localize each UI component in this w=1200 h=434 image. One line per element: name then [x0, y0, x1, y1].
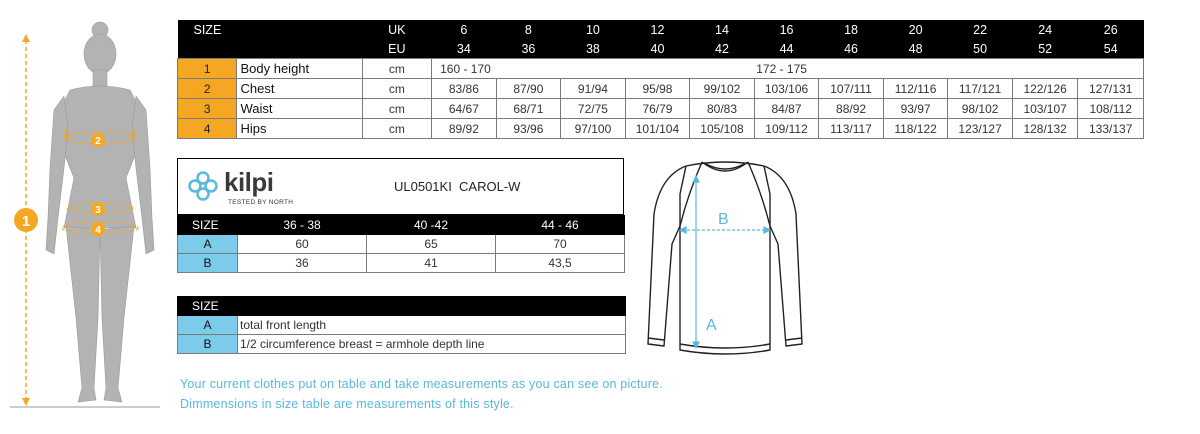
note-line-1: Your current clothes put on table and take measurements as you can see on picture.	[180, 377, 663, 391]
cell-value: 98/102	[948, 99, 1013, 119]
brand-name: kilpi	[224, 167, 274, 197]
cell-value: 109/112	[754, 119, 819, 139]
table-row	[178, 316, 626, 335]
eu-size: 50	[948, 39, 1013, 59]
cell-value: 65	[367, 235, 496, 254]
diagram-label-b: B	[718, 211, 729, 228]
size-label: SIZE	[178, 216, 238, 235]
row-label: A	[178, 316, 238, 335]
cell-value: 84/87	[754, 99, 819, 119]
cell-value: 95/98	[625, 79, 690, 99]
cell-value: 101/104	[625, 119, 690, 139]
marker-3: 3	[95, 205, 101, 216]
cell-value: 70	[496, 235, 625, 254]
uk-size: 6	[432, 20, 497, 39]
note-line-2: Dimmensions in size table are measurements of this style.	[180, 397, 514, 411]
cell-value: 108/112	[1078, 99, 1144, 119]
cell-value: 133/137	[1078, 119, 1144, 139]
table-row	[178, 119, 1144, 139]
row-unit: cm	[362, 59, 432, 79]
size-table	[177, 20, 1144, 139]
cell-value: 41	[367, 254, 496, 273]
eu-size-row	[178, 39, 1144, 59]
brand-tagline: TESTED BY NORTH	[228, 199, 294, 206]
uk-size: 26	[1078, 20, 1144, 39]
cell-value: 80/83	[690, 99, 755, 119]
cell-value: 99/102	[690, 79, 755, 99]
eu-size: 46	[819, 39, 884, 59]
table-header-row	[178, 216, 625, 235]
eu-size: 48	[883, 39, 948, 59]
table-row	[178, 254, 625, 273]
uk-size: 14	[690, 20, 755, 39]
eu-size: 52	[1012, 39, 1078, 59]
eu-size: 42	[690, 39, 755, 59]
cell-value: 64/67	[432, 99, 497, 119]
row-number: 2	[178, 79, 237, 99]
row-unit: cm	[362, 99, 432, 119]
cell-value: 117/121	[948, 79, 1013, 99]
row-name: Hips	[237, 119, 362, 139]
product-code: UL0501KI CAROL-W	[394, 179, 521, 194]
cell-value: 36	[238, 254, 367, 273]
uk-size: 8	[496, 20, 561, 39]
kilpi-logo-icon	[186, 169, 220, 203]
cell-value: 105/108	[690, 119, 755, 139]
cell-value: 122/126	[1012, 79, 1078, 99]
cell-value: 103/107	[1012, 99, 1078, 119]
height-range: 172 - 175	[754, 59, 883, 79]
eu-size: 54	[1078, 39, 1144, 59]
measure-definition-table	[177, 296, 626, 354]
cell-value: 128/132	[1012, 119, 1078, 139]
uk-size: 20	[883, 20, 948, 39]
size-header: 40 -42	[367, 216, 496, 235]
eu-size: 34	[432, 39, 497, 59]
eu-size: 40	[625, 39, 690, 59]
table-row	[178, 59, 1144, 79]
body-figure	[0, 18, 170, 410]
table-row	[178, 79, 1144, 99]
diagram-label-a: A	[706, 317, 717, 334]
cell-value: 113/117	[819, 119, 884, 139]
cell-value: 97/100	[561, 119, 626, 139]
shirt-diagram	[640, 154, 810, 364]
row-label: A	[178, 235, 238, 254]
row-unit: cm	[362, 79, 432, 99]
cell-value: 91/94	[561, 79, 626, 99]
brand-box	[177, 158, 624, 215]
cell-value: 89/92	[432, 119, 497, 139]
cell-value: 60	[238, 235, 367, 254]
table-row	[178, 99, 1144, 119]
eu-size: 44	[754, 39, 819, 59]
uk-size: 12	[625, 20, 690, 39]
uk-label: UK	[362, 20, 432, 39]
cell-value: 112/116	[883, 79, 948, 99]
uk-size: 22	[948, 20, 1013, 39]
cell-value: 93/97	[883, 99, 948, 119]
row-label: B	[178, 254, 238, 273]
height-range: 160 - 170	[432, 59, 561, 79]
table-row	[178, 335, 626, 354]
table-row	[178, 235, 625, 254]
row-description: total front length	[238, 316, 626, 335]
row-name: Waist	[237, 99, 362, 119]
cell-value: 118/122	[883, 119, 948, 139]
marker-1: 1	[21, 213, 31, 230]
marker-2: 2	[95, 136, 101, 147]
uk-size: 16	[754, 20, 819, 39]
cell-value: 87/90	[496, 79, 561, 99]
cell-value: 72/75	[561, 99, 626, 119]
uk-size: 10	[561, 20, 626, 39]
uk-size: 24	[1012, 20, 1078, 39]
product-measure-table	[177, 215, 625, 273]
row-name: Body height	[237, 59, 362, 79]
cell-value: 127/131	[1078, 79, 1144, 99]
cell-value: 68/71	[496, 99, 561, 119]
cell-value: 83/86	[432, 79, 497, 99]
cell-value: 76/79	[625, 99, 690, 119]
uk-size: 18	[819, 20, 884, 39]
size-label: SIZE	[178, 297, 626, 316]
row-description: 1/2 circumference breast = armhole depth line	[238, 335, 626, 354]
uk-size-row	[178, 20, 1144, 39]
row-unit: cm	[362, 119, 432, 139]
eu-size: 36	[496, 39, 561, 59]
eu-label: EU	[362, 39, 432, 59]
size-header: 36 - 38	[238, 216, 367, 235]
table-header-row	[178, 297, 626, 316]
cell-value: 103/106	[754, 79, 819, 99]
row-number: 4	[178, 119, 237, 139]
cell-value: 107/111	[819, 79, 884, 99]
row-number: 1	[178, 59, 237, 79]
row-label: B	[178, 335, 238, 354]
cell-value: 88/92	[819, 99, 884, 119]
cell-value: 43,5	[496, 254, 625, 273]
eu-size: 38	[561, 39, 626, 59]
marker-4: 4	[95, 225, 101, 236]
cell-value: 123/127	[948, 119, 1013, 139]
size-header: 44 - 46	[496, 216, 625, 235]
row-name: Chest	[237, 79, 362, 99]
row-number: 3	[178, 99, 237, 119]
size-label: SIZE	[178, 20, 363, 39]
cell-value: 93/96	[496, 119, 561, 139]
